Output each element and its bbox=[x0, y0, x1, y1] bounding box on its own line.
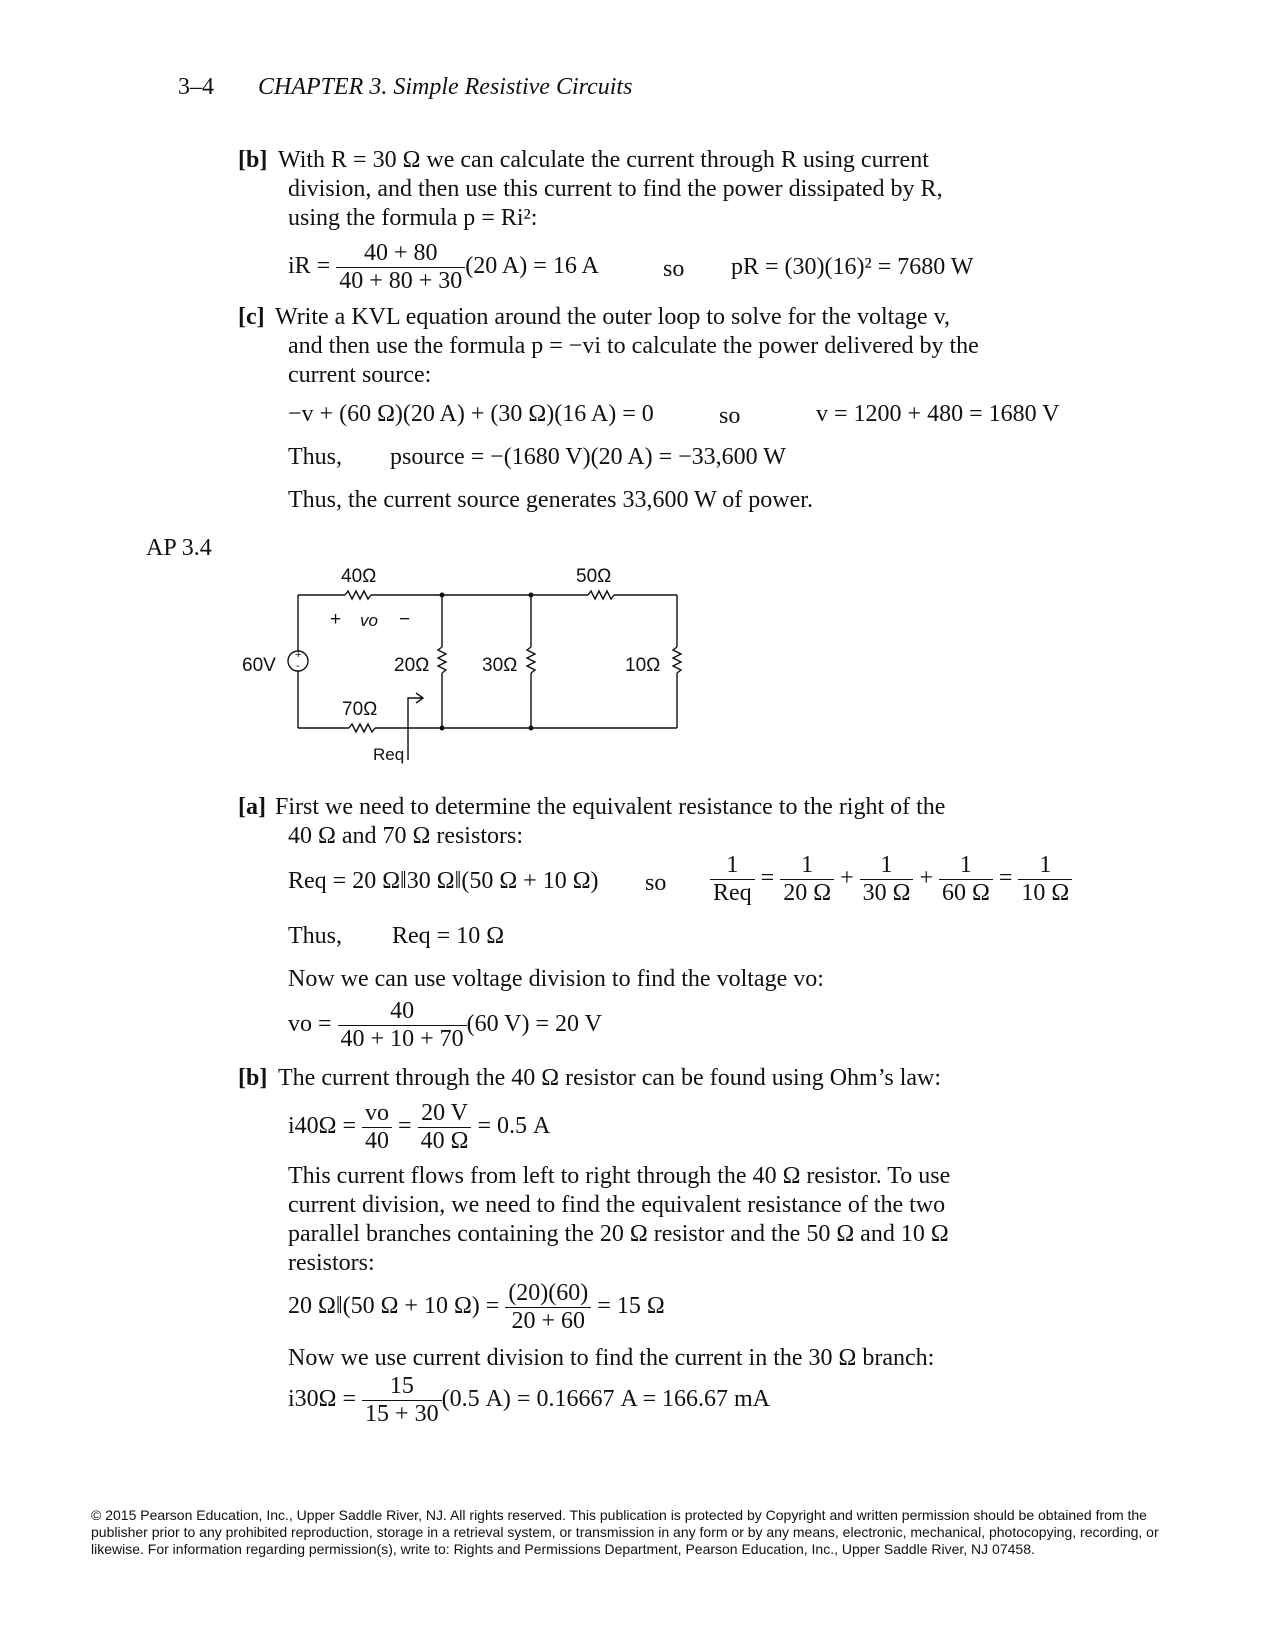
recip-5-den: 10 Ω bbox=[1018, 879, 1072, 907]
psource-thus: Thus, bbox=[288, 444, 342, 470]
recip-frac-4 bbox=[939, 852, 993, 907]
resistor-70-symbol bbox=[349, 724, 375, 732]
i40-frac-2 bbox=[418, 1100, 472, 1155]
part-c-line-3: current source: bbox=[288, 362, 432, 388]
i30-den: 15 + 30 bbox=[362, 1400, 442, 1428]
i40-f1-den: 40 bbox=[362, 1127, 392, 1155]
resistor-10-symbol bbox=[673, 647, 681, 673]
parallel-equation bbox=[288, 1280, 665, 1335]
label-70: 70Ω bbox=[342, 699, 378, 720]
node-top-30 bbox=[529, 593, 534, 598]
par-rest: = 15 Ω bbox=[597, 1293, 665, 1320]
psource-equation: psource = −(1680 V)(20 A) = −33,600 W bbox=[390, 444, 786, 470]
part-b2-line: The current through the 40 Ω resistor can be found using Ohm’s law: bbox=[278, 1065, 942, 1091]
label-20: 20Ω bbox=[394, 655, 430, 676]
part-b-line-3: using the formula p = Ri²: bbox=[288, 205, 538, 231]
part-c-label: [c] bbox=[238, 304, 265, 330]
vo-lhs: vo = bbox=[288, 1011, 332, 1038]
ir-num: 40 + 80 bbox=[363, 240, 438, 266]
vo-num: 40 bbox=[390, 998, 415, 1024]
i40-lhs: i40Ω = bbox=[288, 1113, 357, 1140]
ir-fraction bbox=[336, 240, 465, 295]
part-c-line-1: Write a KVL equation around the outer loop to solve for the voltage v, bbox=[275, 304, 951, 330]
ir-lhs: iR = bbox=[288, 253, 331, 280]
chapter-title: CHAPTER 3. Simple Resistive Circuits bbox=[258, 74, 633, 100]
vo-equation bbox=[288, 998, 602, 1053]
vo-rest: (60 V) = 20 V bbox=[466, 1011, 602, 1038]
recip-frac-5 bbox=[1018, 852, 1072, 907]
v-result: v = 1200 + 480 = 1680 V bbox=[816, 401, 1060, 427]
node-bottom-30 bbox=[529, 726, 534, 731]
recip-frac-2 bbox=[780, 852, 834, 907]
part-a-line-2: 40 Ω and 70 Ω resistors: bbox=[288, 823, 523, 849]
i30-num: 15 bbox=[389, 1373, 414, 1399]
req-arrow-line bbox=[408, 698, 422, 760]
vo-fraction bbox=[338, 998, 467, 1053]
source-plus: + bbox=[295, 649, 302, 661]
i40-f2-num: 20 V bbox=[421, 1100, 468, 1126]
label-vo-minus: − bbox=[399, 609, 411, 630]
ap-label: AP 3.4 bbox=[146, 535, 212, 561]
recip-2-den: 20 Ω bbox=[780, 879, 834, 907]
i30-equation bbox=[288, 1373, 770, 1428]
recip-5-num: 1 bbox=[1039, 852, 1052, 878]
circuit-diagram bbox=[230, 555, 700, 770]
i30-fraction bbox=[362, 1373, 442, 1428]
part-a-line-1: First we need to determine the equivalent resistance to the right of the bbox=[275, 794, 946, 820]
reciprocal-equation: $\frac{1}{\text{Req}}$ = $\frac{1}{20 \Omega}$ + $\frac{1}{30 \Omega}$ + $\frac{1}{60 \Omega}$ = $\frac{1}{10 \Omega}$ bbox=[710, 852, 1072, 907]
i40-rest: = 0.5 A bbox=[477, 1113, 551, 1140]
recip-4-den: 60 Ω bbox=[939, 879, 993, 907]
part-b-line-2: division, and then use this current to find the power dissipated by R, bbox=[288, 176, 943, 202]
kvl-so: so bbox=[719, 403, 741, 429]
resistor-30-symbol bbox=[527, 647, 535, 673]
node-bottom-20 bbox=[440, 726, 445, 731]
i40-f1-num: vo bbox=[365, 1100, 390, 1126]
cdiv-text: Now we use current division to find the current in the 30 Ω branch: bbox=[288, 1345, 935, 1371]
req-thus: Thus, bbox=[288, 923, 342, 949]
req-result: Req = 10 Ω bbox=[392, 923, 505, 949]
i30-lhs: i30Ω = bbox=[288, 1386, 357, 1413]
label-10: 10Ω bbox=[625, 655, 661, 676]
pr-equation: pR = (30)(16)² = 7680 W bbox=[731, 254, 974, 280]
b2-para-line-4: resistors: bbox=[288, 1250, 375, 1276]
resistor-50-symbol bbox=[588, 591, 614, 599]
recip-3-den: 30 Ω bbox=[860, 879, 914, 907]
copyright-footer: © 2015 Pearson Education, Inc., Upper Saddle River, NJ. All rights reserved. This publication is protected by Copyright and written permission should be obtained from the publisher prior to any prohibited reproduction, storage in a retrieval system, or transmission in any form or by any means, electronic, mechanical, photocopying, recording, or likewise. For information regarding permission(s), write to: Rights and Permissions Department, Pearson Education, Inc., Upper Saddle River, NJ 07458. bbox=[91, 1507, 1159, 1557]
label-50: 50Ω bbox=[576, 566, 612, 587]
kvl-equation: −v + (60 Ω)(20 A) + (30 Ω)(16 A) = 0 bbox=[288, 401, 654, 427]
i40-equation: i40Ω = $\frac{vo}{40}$ = $\frac{20 V}{40 \Omega}$ = 0.5 A bbox=[288, 1100, 551, 1154]
resistor-40-symbol bbox=[345, 591, 371, 599]
label-40: 40Ω bbox=[341, 566, 377, 587]
vdiv-text: Now we can use voltage division to find the voltage vo: bbox=[288, 966, 824, 992]
ir-so: so bbox=[663, 256, 685, 282]
part-a-label: [a] bbox=[238, 794, 266, 820]
recip-2-num: 1 bbox=[801, 852, 814, 878]
vo-den: 40 + 10 + 70 bbox=[338, 1025, 467, 1053]
part-b-line-1: With R = 30 Ω we can calculate the current through R using current bbox=[278, 147, 929, 173]
i40-frac-1 bbox=[362, 1100, 392, 1155]
req-expression: Req = 20 Ω‖30 Ω‖(50 Ω + 10 Ω) bbox=[288, 868, 599, 894]
part-b-label: [b] bbox=[238, 147, 268, 173]
par-lhs: 20 Ω‖(50 Ω + 10 Ω) = bbox=[288, 1293, 500, 1320]
req-so: so bbox=[645, 870, 667, 896]
source-minus: - bbox=[296, 660, 300, 672]
par-num: (20)(60) bbox=[508, 1280, 589, 1306]
ir-rest: (20 A) = 16 A bbox=[465, 253, 599, 280]
label-vo-plus: + bbox=[330, 609, 342, 630]
node-top-20 bbox=[440, 593, 445, 598]
b2-para-line-2: current division, we need to find the equivalent resistance of the two bbox=[288, 1192, 946, 1218]
ir-equation bbox=[288, 240, 599, 295]
recip-3-num: 1 bbox=[880, 852, 893, 878]
recip-1-num: 1 bbox=[726, 852, 739, 878]
recip-frac-3 bbox=[860, 852, 914, 907]
b2-para-line-1: This current flows from left to right through the 40 Ω resistor. To use bbox=[288, 1163, 951, 1189]
part-c-conclusion: Thus, the current source generates 33,600 W of power. bbox=[288, 487, 813, 513]
label-30: 30Ω bbox=[482, 655, 518, 676]
b2-para-line-3: parallel branches containing the 20 Ω resistor and the 50 Ω and 10 Ω bbox=[288, 1221, 949, 1247]
part-c-line-2: and then use the formula p = −vi to calculate the power delivered by the bbox=[288, 333, 979, 359]
resistor-20-symbol bbox=[438, 647, 446, 673]
recip-4-num: 1 bbox=[959, 852, 972, 878]
part-b2-label: [b] bbox=[238, 1065, 268, 1091]
label-source: 60V bbox=[242, 655, 276, 676]
page-number: 3–4 bbox=[178, 74, 214, 100]
label-req: Req bbox=[373, 745, 405, 764]
par-fraction bbox=[505, 1280, 591, 1335]
par-den: 20 + 60 bbox=[505, 1307, 591, 1335]
recip-1-den: Req bbox=[710, 879, 755, 907]
ir-den: 40 + 80 + 30 bbox=[336, 267, 465, 295]
i30-rest: (0.5 A) = 0.16667 A = 166.67 mA bbox=[441, 1386, 770, 1413]
recip-frac-1 bbox=[710, 852, 755, 907]
i40-f2-den: 40 Ω bbox=[418, 1127, 472, 1155]
label-vo: vo bbox=[360, 611, 378, 630]
